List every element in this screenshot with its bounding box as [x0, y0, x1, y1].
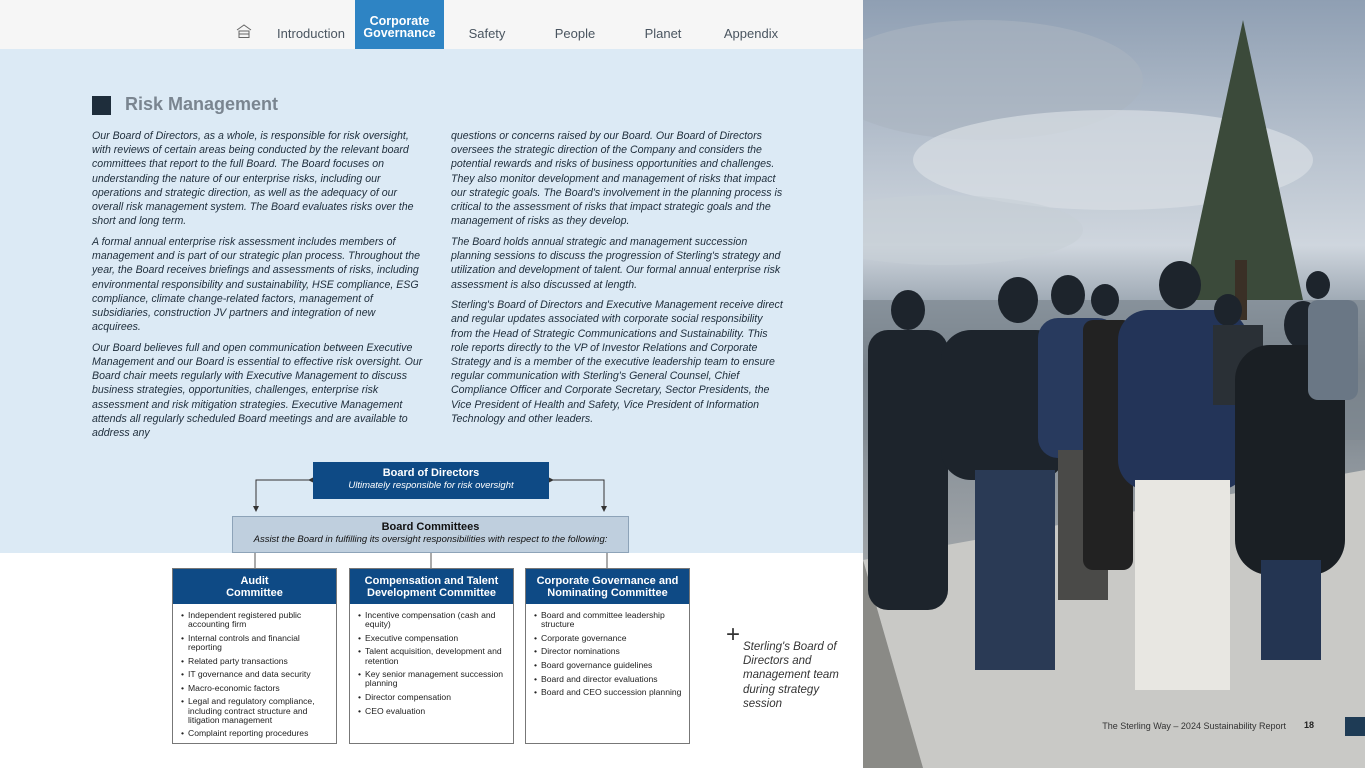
committee-name-text: Compensation and Talent Development Committee	[364, 574, 499, 599]
list-item: • Corporate governance	[534, 634, 683, 643]
paragraph: Our Board of Directors, as a whole, is responsible for risk oversight, with reviews of certain areas being conducted by the relevant board committees that report to the full Board. The Board focuses on understanding the nature of our enterprise risks, including our operations and strategic direction, as well as the adequacy of our overall risk management system. The Board evaluates risks over the short and long term.	[92, 130, 414, 228]
audit-committee-box	[172, 568, 337, 744]
page-title: Risk Management	[125, 94, 279, 114]
paragraph: The Board holds annual strategic and management succession planning sessions to discuss the progression of Sterling's strategy and utilization and development of talent. Our formal annual enterprise risk assessment is also discussed at length.	[451, 235, 781, 291]
paragraph: Our Board believes full and open communication between Executive Management and our Board is essential to effective risk oversight. Our Board chair meets regularly with Executive Management to discuss business strategies, opportunities, challenges, enterprise risk assessment and risk mitigation strategies. Executive Management attends all regularly scheduled Board meetings and are available to address any	[92, 341, 423, 440]
tab-appendix[interactable]: Appendix	[723, 26, 779, 41]
list-item: • Incentive compensation (cash and equity)	[358, 611, 507, 629]
list-item: • Key senior management succession planning	[358, 670, 507, 688]
list-item: • Board and director evaluations	[534, 675, 683, 684]
list-item: • Board and committee leadership structure	[534, 611, 683, 629]
title-marker	[92, 96, 111, 115]
body-column-2	[451, 129, 786, 433]
committee-name	[526, 569, 689, 604]
list-item: • IT governance and data security	[181, 670, 330, 679]
paragraph: questions or concerns raised by our Board. Our Board of Directors oversees the strategic direction of the Company and considers the potential rewards and risks of business opportunities and challenges. They also monitor development and management of risks that impact our strategic goals. The Board's involvement in the planning process is critical to the assessment of risks that impact strategic goals and the management of risks as they develop.	[451, 130, 783, 228]
footer-report-title: The Sterling Way – 2024 Sustainability Report	[1102, 721, 1286, 731]
committee-responsibilities	[173, 604, 336, 739]
tab-corporate-governance[interactable]: Corporate Governance	[355, 0, 444, 49]
list-item: • Independent registered public accounting firm	[181, 611, 330, 629]
list-item: • Internal controls and financial reporting	[181, 634, 330, 652]
list-item: • Related party transactions	[181, 657, 330, 666]
compensation-committee-box	[349, 568, 514, 744]
list-item: • Director nominations	[534, 647, 683, 656]
tab-people[interactable]: People	[554, 26, 596, 41]
committee-name-text: Corporate Governance and Nominating Committee	[536, 574, 679, 599]
list-item: • Complaint reporting procedures	[181, 729, 330, 738]
home-icon[interactable]	[236, 24, 252, 38]
tab-introduction[interactable]: Introduction	[277, 26, 345, 41]
list-item: • Board governance guidelines	[534, 661, 683, 670]
list-item: • Director compensation	[358, 693, 507, 702]
board-committees-box	[232, 516, 629, 553]
tab-safety[interactable]: Safety	[468, 26, 506, 41]
paragraph: A formal annual enterprise risk assessment includes members of management and is part of our strategic plan process. Throughout the year, the Board receives briefings and assessments of risks, including environmental responsibility and sustainability, HSE compliance, ESG compliance, climate change-related factors, management of subsidiaries, construction JV partners and integration of new acquirees.	[92, 235, 421, 334]
governance-committee-box	[525, 568, 690, 744]
list-item: • CEO evaluation	[358, 707, 507, 716]
committees-subtitle: Assist the Board in fulfilling its oversight responsibilities with respect to the following:	[253, 534, 608, 545]
committees-title: Board Committees	[381, 521, 480, 533]
footer-marker	[1345, 717, 1365, 736]
list-item: • Macro-economic factors	[181, 684, 330, 693]
board-of-directors-box	[313, 462, 549, 499]
photo-illustration	[863, 0, 1365, 768]
list-item: • Board and CEO succession planning	[534, 688, 683, 697]
committee-responsibilities	[526, 604, 689, 697]
tab-planet[interactable]: Planet	[644, 26, 682, 41]
list-item: • Talent acquisition, development and retention	[358, 647, 507, 665]
list-item: • Legal and regulatory compliance, including contract structure and litigation management	[181, 697, 330, 725]
list-item: • Executive compensation	[358, 634, 507, 643]
committee-name	[173, 569, 336, 604]
board-subtitle: Ultimately responsible for risk oversight	[348, 480, 514, 491]
committee-name-text: Audit Committee	[226, 574, 283, 599]
plus-icon: +	[726, 621, 741, 648]
team-photo	[863, 0, 1365, 768]
paragraph: Sterling's Board of Directors and Executive Management receive direct and regular updates associated with corporate social responsibility from the Head of Strategic Communications and Sustainability. This role reports directly to the VP of Investor Relations and Corporate Strategy and is a member of the executive leadership team to ensure regular communication with Sterling's General Counsel, Chief Compliance Officer and Corporate Secretary, Sector Presidents, the Vice President of Health and Safety, Vice President of Information Technology and other leaders.	[451, 299, 783, 425]
committee-responsibilities	[350, 604, 513, 716]
page-number: 18	[1303, 720, 1314, 730]
photo-caption: Sterling's Board of Directors and management team during strategy session	[743, 641, 839, 710]
board-title: Board of Directors	[382, 467, 480, 479]
body-column-1	[92, 129, 427, 447]
committee-name	[350, 569, 513, 604]
